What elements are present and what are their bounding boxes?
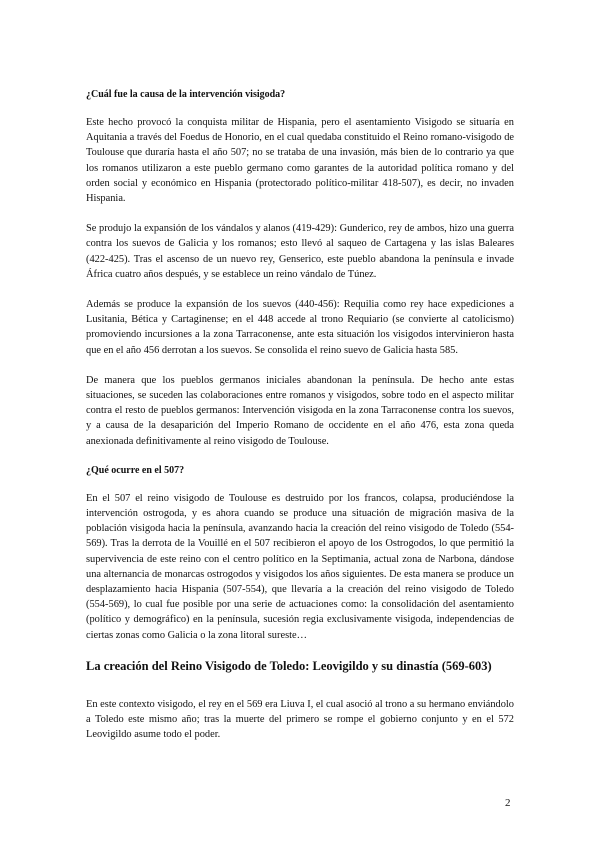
paragraph-suevos: Además se produce la expansión de los suevos (440-456): Requilia como rey hace expediciones a Lusitania, Bética y Cartaginense; en el 448 accede al trono Requiario (se convierte al catolicismo) promoviendo incursiones a la zona Tarraconense, ante esta situación los visigodos intervinieron hasta que en el año 456 derrotan a los suevos. Se consolida el reino suevo de Galicia hasta 585. (86, 299, 514, 356)
heading-que-ocurre-507: ¿Qué ocurre en el 507? (86, 464, 185, 476)
paragraph-liuva: En este contexto visigodo, el rey en el 569 era Liuva I, el cual asoció al trono a su hermano enviándolo a Toledo este mismo año; tras la muerte del primero se rompe el gobierno conjunto y en el 572 Leovigildo asume todo el poder. (86, 698, 514, 741)
page-content (86, 88, 514, 758)
heading-causa-intervencion: ¿Cuál fue la causa de la intervención visigoda? (86, 89, 286, 100)
section-title-reino-toledo: La creación del Reino Visigodo de Toledo: Leovigildo y su dinastía (569-603) (86, 658, 492, 673)
paragraph-507: En el 507 el reino visigodo de Toulouse es destruido por los francos, colapsa, produciéndose la intervención ostrogoda, y es ahora cuando se produce una situación de migración masiva de la población visigoda hacia la península, avanzando hacia la creación del reino visigodo de Toledo (554-569). Tras la derrota de la Vouillé en el 507 recibieron el apoyo de los Ostrogodos, lo que permitió la supervivencia de este reino con el centro político en la Septimania, actual zona de Narbona, dándose una alternancia de monarcas ostrogodos y visigodos los años siguientes. De esta manera se produce un desplazamiento hacia Hispania (507-554), que llevaría a la creación del reino visigodo de Toledo (554-569), lo cual fue posible por una serie de actuaciones como: la consolidación del asentamiento (político y demográfico) en la península, sucesión regia exclusivamente visigoda, independencias de ciertas zonas como Galicia o la zona litoral sureste… (86, 492, 514, 641)
paragraph-vandalos-alanos: Se produjo la expansión de los vándalos y alanos (419-429): Gunderico, rey de ambos, hizo una guerra contra los suevos de Galicia y los romanos; esto llevó al saqueo de Cartagena y las islas Baleares (422-425). Tras el ascenso de un nuevo rey, Genserico, este pueblo abandona la península e invade África cuatro años después, y se establece un reino vándalo de Túnez. (86, 223, 514, 280)
page-number: 2 (505, 797, 511, 809)
paragraph-colaboraciones: De manera que los pueblos germanos iniciales abandonan la península. De hecho ante estas situaciones, se suceden las colaboraciones entre romanos y visigodos, sobre todo en el aspecto militar contra el resto de pueblos germanos: Intervención visigoda en la zona Tarraconense contra los suevos, y a causa de la desaparición del Imperio Romano de occidente en el año 476, esta zona queda anexionada definitivamente al reino visigodo de Toulouse. (86, 374, 514, 447)
paragraph-foedus: Este hecho provocó la conquista militar de Hispania, pero el asentamiento Visigodo se situaría en Aquitania a través del Foedus de Honorio, en el cual quedaba constituido el Reino romano-visigodo de Toulouse que duraría hasta el año 507; no se trataba de una invasión, más bien de lo contrario ya que los romanos utilizaron a este pueblo germano como garantes de la autoridad política romano y del orden social y económico en Hispania (protectorado político-militar 418-507), es decir, no invaden Hispania. (86, 117, 514, 205)
